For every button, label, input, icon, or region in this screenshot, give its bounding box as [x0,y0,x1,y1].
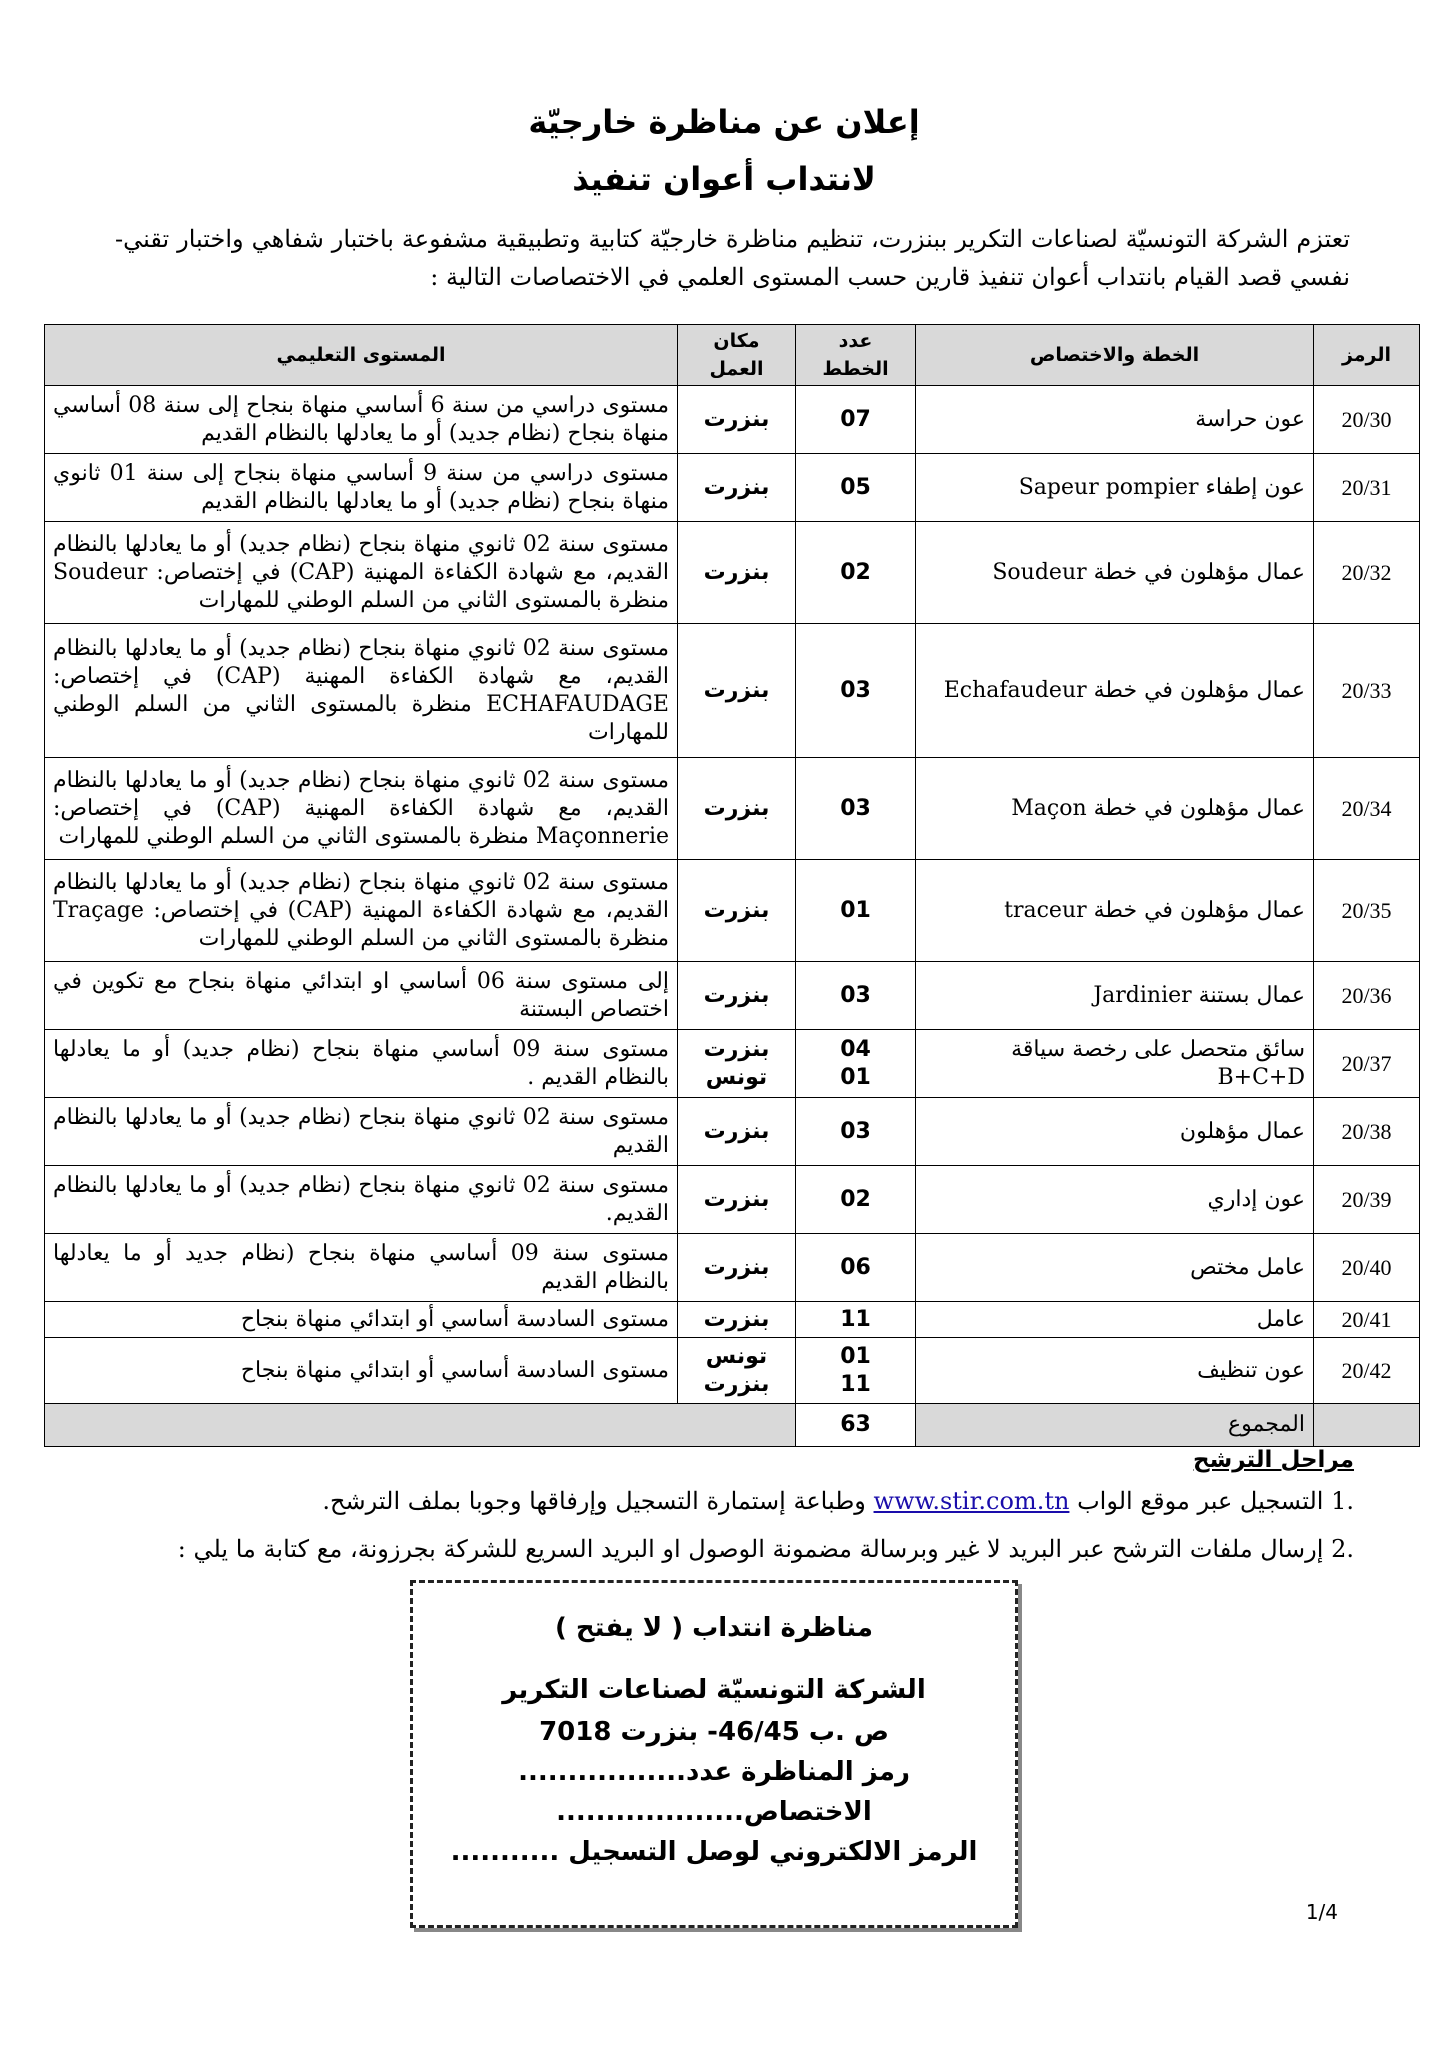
table-row [45,1302,1420,1338]
table-row [45,1234,1420,1302]
row-place: بنزرت [678,758,796,860]
row-place-line: بنزرت [703,1036,770,1062]
row-level: مستوى السادسة أساسي أو ابتدائي منهاة بنجاح [45,1338,678,1404]
row-count-line: 04 [840,1036,871,1062]
row-place-line: تونس [705,1064,768,1090]
row-spec: عمال مؤهلون [916,1098,1314,1166]
row-code: 20/30 [1314,386,1420,454]
row-spec: سائق متحصل على رخصة سياقة B+C+D [916,1030,1314,1098]
total-label: المجموع [916,1404,1314,1447]
row-place-line: تونس [705,1343,768,1369]
table-row [45,1030,1420,1098]
total-value: 63 [796,1404,916,1447]
header-count: عدد الخطط [796,325,916,386]
row-code: 20/35 [1314,860,1420,962]
row-level: مستوى سنة 09 أساسي منهاة بنجاح (نظام جديد أو ما يعادلها بالنظام القديم [45,1234,678,1302]
row-place: بنزرت [678,1098,796,1166]
envelope-line-1: مناظرة انتداب ( لا يفتح ) [554,1613,874,1643]
row-count-line: 01 [840,1064,871,1090]
row-count: 11 [796,1302,916,1338]
table-row [45,860,1420,962]
row-count: 02 [796,1166,916,1234]
row-spec: عون إداري [916,1166,1314,1234]
announcement-title: إعلان عن مناظرة خارجيّة [528,103,920,141]
row-code: 20/37 [1314,1030,1420,1098]
row-count-line: 11 [840,1371,871,1397]
envelope-line-3: ص .ب 46/45- بنزرت 7018 [539,1717,889,1747]
row-count [796,1030,916,1098]
header-code: الرمز [1314,325,1420,386]
row-spec: عون تنظيف [916,1338,1314,1404]
table-row [45,1338,1420,1404]
step-2-number: .2 [1331,1535,1354,1563]
row-level: مستوى سنة 02 ثانوي منهاة بنجاح (نظام جديد) أو ما يعادلها بالنظام القديم، مع شهادة الكفاءة المهنية (CAP) في إختصاص: Soudeur منظرة بالمستوى الثاني من السلم الوطني للمهارات [45,522,678,624]
row-level: مستوى السادسة أساسي أو ابتدائي منهاة بنجاح [45,1302,678,1338]
header-level: المستوى التعليمي [45,325,678,386]
row-code: 20/38 [1314,1098,1420,1166]
step-1-text-pre: التسجيل عبر موقع الواب [1077,1487,1324,1515]
row-place: بنزرت [678,1234,796,1302]
total-empty-cell [45,1404,796,1447]
positions-table [44,324,1420,1447]
website-link[interactable]: www.stir.com.tn [873,1487,1070,1515]
row-count: 06 [796,1234,916,1302]
table-row [45,1098,1420,1166]
row-spec: عمال بستنة Jardinier [916,962,1314,1030]
row-level: مستوى سنة 02 ثانوي منهاة بنجاح (نظام جديد) أو ما يعادلها بالنظام القديم [45,1098,678,1166]
step-2-text: إرسال ملفات الترشح عبر البريد لا غير وبرسالة مضمونة الوصول او البريد السريع للشركة بجرزونة، مع كتابة ما يلي : [177,1535,1324,1563]
total-row [45,1404,1420,1447]
envelope-line-6: الرمز الالكتروني لوصل التسجيل ........... [450,1837,978,1867]
page-number: 1/4 [1305,1900,1338,1924]
row-level: مستوى سنة 02 ثانوي منهاة بنجاح (نظام جديد) أو ما يعادلها بالنظام القديم، مع شهادة الكفاءة المهنية (CAP) في إختصاص: ECHAFAUDAGE منظرة بالمستوى الثاني من السلم الوطني للمهارات [45,624,678,758]
row-place: بنزرت [678,1302,796,1338]
row-code: 20/31 [1314,454,1420,522]
step-1-number: .1 [1331,1487,1354,1515]
row-spec: عامل [916,1302,1314,1338]
row-place [678,1338,796,1404]
row-code: 20/41 [1314,1302,1420,1338]
envelope-address-box [410,1580,1018,1928]
row-place-line: بنزرت [703,1371,770,1397]
row-count: 05 [796,454,916,522]
total-empty-cell [1314,1404,1420,1447]
envelope-line-5: الاختصاص................... [556,1797,872,1827]
step-1-text-post: وطباعة إستمارة التسجيل وإرفاقها وجوبا بملف الترشح. [322,1487,866,1515]
steps-title: مراحل الترشح [1193,1447,1354,1473]
header-spec: الخطة والاختصاص [916,325,1314,386]
row-count-line: 01 [840,1343,871,1369]
envelope-line-4: رمز المناظرة عدد................. [518,1757,910,1787]
row-place: بنزرت [678,522,796,624]
row-spec: عمال مؤهلون في خطة traceur [916,860,1314,962]
row-place: بنزرت [678,962,796,1030]
row-level: مستوى سنة 02 ثانوي منهاة بنجاح (نظام جديد) أو ما يعادلها بالنظام القديم، مع شهادة الكفاءة المهنية (CAP) في إختصاص: Maçonnerie منظرة بالمستوى الثاني من السلم الوطني للمهارات [45,758,678,860]
step-1 [99,1482,1354,1520]
row-spec: عمال مؤهلون في خطة Echafaudeur [916,624,1314,758]
row-spec: عمال مؤهلون في خطة Maçon [916,758,1314,860]
row-level: مستوى دراسي من سنة 9 أساسي منهاة بنجاح إلى سنة 01 ثانوي منهاة بنجاح (نظام جديد) أو ما يعادلها بالنظام القديم [45,454,678,522]
table-row [45,1166,1420,1234]
row-spec: عون حراسة [916,386,1314,454]
row-code: 20/39 [1314,1166,1420,1234]
row-count: 03 [796,1098,916,1166]
table-row [45,758,1420,860]
row-count: 03 [796,962,916,1030]
row-spec: عون إطفاء Sapeur pompier [916,454,1314,522]
table-row [45,962,1420,1030]
header-place: مكان العمل [678,325,796,386]
row-spec: عمال مؤهلون في خطة Soudeur [916,522,1314,624]
row-code: 20/33 [1314,624,1420,758]
row-place: بنزرت [678,454,796,522]
row-code: 20/32 [1314,522,1420,624]
row-code: 20/40 [1314,1234,1420,1302]
row-level: مستوى سنة 09 أساسي منهاة بنجاح (نظام جديد) أو ما يعادلها بالنظام القديم . [45,1030,678,1098]
envelope-line-2: الشركة التونسيّة لصناعات التكرير [502,1675,926,1705]
row-count: 01 [796,860,916,962]
table-row [45,624,1420,758]
row-code: 20/36 [1314,962,1420,1030]
step-2 [99,1530,1354,1568]
row-level: مستوى سنة 02 ثانوي منهاة بنجاح (نظام جديد) أو ما يعادلها بالنظام القديم. [45,1166,678,1234]
row-level: إلى مستوى سنة 06 أساسي او ابتدائي منهاة بنجاح مع تكوين في اختصاص البستنة [45,962,678,1030]
row-code: 20/34 [1314,758,1420,860]
table-row [45,454,1420,522]
table-header-row [45,325,1420,386]
row-place: بنزرت [678,386,796,454]
row-place: بنزرت [678,860,796,962]
row-count: 03 [796,624,916,758]
intro-paragraph: تعتزم الشركة التونسيّة لصناعات التكرير ببنزرت، تنظيم مناظرة خارجيّة كتابية وتطبيقية مشفوعة باختبار شفاهي واختبار تقني-نفسي قصد القيام بانتداب أعوان تنفيذ قارين حسب المستوى العلمي في الاختصاصات التالية : [115,225,1350,291]
row-place: بنزرت [678,624,796,758]
row-level: مستوى دراسي من سنة 6 أساسي منهاة بنجاح إلى سنة 08 أساسي منهاة بنجاح (نظام جديد) أو ما يعادلها بالنظام القديم [45,386,678,454]
row-count: 07 [796,386,916,454]
row-place [678,1030,796,1098]
row-code: 20/42 [1314,1338,1420,1404]
table-row [45,522,1420,624]
row-spec: عامل مختص [916,1234,1314,1302]
announcement-subtitle: لانتداب أعوان تنفيذ [572,160,876,198]
table-row [45,386,1420,454]
row-count: 03 [796,758,916,860]
row-level: مستوى سنة 02 ثانوي منهاة بنجاح (نظام جديد) أو ما يعادلها بالنظام القديم، مع شهادة الكفاءة المهنية (CAP) في إختصاص: Traçage منظرة بالمستوى الثاني من السلم الوطني للمهارات [45,860,678,962]
row-count [796,1338,916,1404]
row-place: بنزرت [678,1166,796,1234]
row-count: 02 [796,522,916,624]
